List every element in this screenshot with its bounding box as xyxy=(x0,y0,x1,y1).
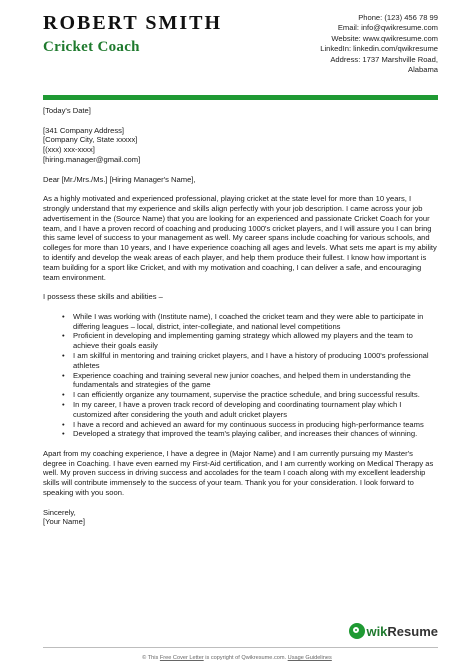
job-title: Cricket Coach xyxy=(43,39,140,55)
signature-name: [Your Name] xyxy=(43,517,85,527)
list-item: • I can efficiently organize any tournament, supervise the practice schedule, and bring successful results. xyxy=(73,390,438,400)
company-email-line: [hiring.manager@gmail.com] xyxy=(43,154,141,164)
contact-address-state: Alabama xyxy=(408,65,438,75)
qwikresume-logo[interactable] xyxy=(349,622,438,640)
skills-list xyxy=(43,312,438,439)
greeting: Dear [Mr./Mrs./Ms.] [Hiring Manager's Name], xyxy=(43,174,196,184)
logo-resume-text: Resume xyxy=(387,623,438,639)
q-logo-icon xyxy=(349,623,365,639)
letter-body xyxy=(43,106,438,527)
list-item: • I am skillful in mentoring and training cricket players, and I have a history of producing 1000's professional athletes xyxy=(73,351,438,371)
logo-wik-text: wik xyxy=(366,623,388,639)
contact-phone: Phone: (123) 456 78 99 xyxy=(358,13,438,22)
contact-block xyxy=(238,13,438,75)
skills-intro: I possess these skills and abilities – xyxy=(43,292,163,302)
contact-email[interactable]: Email: info@qwikresume.com xyxy=(337,23,438,33)
footer-divider xyxy=(43,647,438,648)
company-address-line: [341 Company Address] xyxy=(43,125,125,135)
contact-address: Address: 1737 Marshville Road, xyxy=(330,54,438,64)
copyright-prefix: © This xyxy=(142,655,160,661)
list-item: • In my career, I have a proven track record of developing and coordinating tournament play which I customized after considering the youth and adult cricket players xyxy=(73,400,438,420)
contact-website[interactable]: Website: www.qwikresume.com xyxy=(331,33,438,43)
copyright-notice xyxy=(0,655,474,661)
list-item: • Developed a strategy that improved the team's playing caliber, and increases their chances of winning. xyxy=(73,429,438,439)
free-cover-letter-link[interactable]: Free Cover Letter xyxy=(159,655,204,661)
page-footer xyxy=(0,647,474,670)
paragraph-closing: Apart from my coaching experience, I have a degree in (Major Name) and I am currently pursuing my Master's degree in Coaching. I have even earned my First-Aid certification, and I am currently working on Medical Therapy as well. My proven success in driving success and accolades for the team I coach along with my excellent leadership skills will contribute immensely to the success of your team. Thank you for your consideration. I look forward to speaking with you soon. xyxy=(43,448,434,498)
company-phone-line: [(xxx) xxx-xxxx] xyxy=(43,145,95,155)
list-item: • While I was working with (Institute name), I coached the cricket team and they were able to participate in differing leagues – local, district, inter-collegiate, and national level competitions xyxy=(73,312,438,332)
list-item: • Experience coaching and training several new junior coaches, and helped them in understanding the fundamentals and strategies of the game xyxy=(73,371,438,391)
header-divider xyxy=(43,95,438,100)
list-item: • Proficient in developing and implementing gaming strategy which allowed my players and the team to achieve their goals easily xyxy=(73,331,438,351)
contact-linkedin[interactable]: LinkedIn: linkedin.com/qwikresume xyxy=(320,44,438,54)
list-item: • I have a record and achieved an award for my continuous success in producing high-performance teams xyxy=(73,420,438,430)
copyright-middle: is copyright of Qwikresume.com. xyxy=(203,655,288,661)
applicant-name: ROBERT SMITH xyxy=(43,12,223,34)
usage-guidelines-link[interactable]: Usage Guidelines xyxy=(287,655,332,661)
closing-salutation: Sincerely, xyxy=(43,507,76,517)
letter-date: [Today's Date] xyxy=(43,106,91,115)
company-city-line: [Company City, State xxxxx] xyxy=(43,135,138,145)
paragraph-intro: As a highly motivated and experienced professional, playing cricket at the state level for more than 10 years, I strongly understand that my experience and skills align perfectly with your job description. I came across your job advertisement in the (Source Name) that you are looking for an experienced and passionate Cricket Coach for your team, and I have a proven record of coaching and producing 1000's cricket players, and I will assure you I can bring this same level of success to your management as well. My career spans include coaching for various schools, and colleges for more than 10 years, and I have experience coaching all ages and levels. What sets me apart is my ability to identify and develop the weak areas of each player, and help them produce their fullest. I know how important is team building for a sport like Cricket, and with my motivation and coaching, I can deliver a safe, and encouraging team environment. xyxy=(43,194,437,282)
